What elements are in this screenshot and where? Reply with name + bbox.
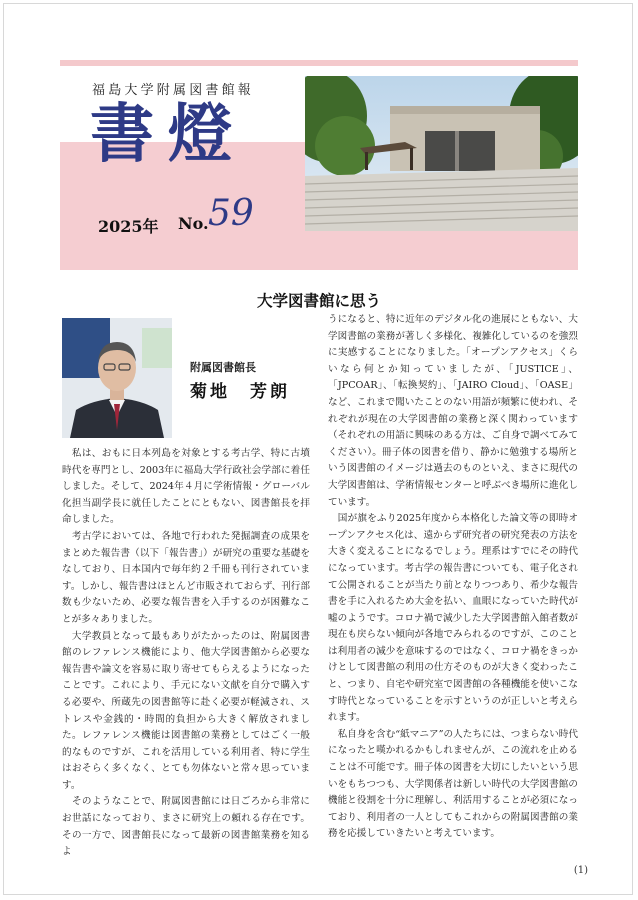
paragraph: うになると、特に近年のデジタル化の進展にともない、大学図書館の業務が著しく多様化、複雑化しているのを強烈に実感することになりました。「オープンアクセス」くらいなら何とか知っていましたが、「JUSTICE」、「JPCOAR」、「転換契約」、「JAIRO Cloud」、「OASE」など、これまで聞いたことのない用語が頻繁に使われ、それぞれが現在の大学図書館の業務と深く関わっています（それぞれの用語に興味のある方は、ご自身で調べてみてください）。冊子体の図書を借り、静かに勉強する場所という図書館のイメージは過去のものといえ、まさに現代の大学図書館は、学術情報センターと呼ぶべき場所に進化しています。 bbox=[328, 314, 579, 508]
page-number: (1) bbox=[573, 865, 588, 876]
paragraph: 国が旗をふり2025年度から本格化した論文等の即時オープンアクセス化は、遠からず研究者の研究発表の方法を大きく変えることになるでしょう。理系はすでにその時代になっています。考古学の報告書についても、電子化されて公開されることが当たり前となりつつあり、希少な報告書を手に入れるため大金を払い、血眼になっていた時代が嘘のようです。コロナ禍で減少した大学図書館入館者数が現在も戻らない傾向が各地でみられるのですが、このことは利用者の減少を意味するのではなく、コロナ禍をきっかけとして図書館の利用の仕方そのものが大きく変わったこと、つまり、自宅や研究室で図書館の各種機能を使いこなす時代となっていることを示すというのが正しいと考えられます。 bbox=[328, 513, 578, 724]
newsletter-subtitle: 福島大学附属図書館報 bbox=[92, 83, 255, 98]
paragraph: 私は、おもに日本列島を対象とする考古学、特に古墳時代を専門とし、2003年に福島大学行政社会学部に着任しました。そして、2024年４月に学術情報・グローバル化担当副学長に就任したことにともない、図書館長を拝命しました。 bbox=[62, 448, 310, 526]
library-building-photo bbox=[305, 76, 578, 231]
author-role: 附属図書館長 bbox=[190, 361, 256, 374]
issue-label: No. bbox=[178, 214, 209, 233]
author-name: 菊地 芳朗 bbox=[190, 382, 290, 402]
issue-year: 2025年 bbox=[98, 217, 159, 236]
article-title: 大学図書館に思う bbox=[256, 291, 381, 310]
paragraph: そのようなことで、附属図書館には日ごろから非常にお世話になっており、まさに研究上の頼れる存在です。その一方で、図書館長になって最新の図書館業務を知るよ bbox=[62, 796, 310, 858]
paragraph: 考古学においては、各地で行われた発掘調査の成果をまとめた報告書（以下「報告書」）が研究の重要な基礎をなしており、日本国内で毎年約２千冊も刊行されています。しかし、報告書はほとんど市販されておらず、刊行部数も少ないため、必要な報告書を入手するのが困難なことが多々ありました。 bbox=[62, 530, 310, 625]
author-portrait bbox=[62, 318, 172, 438]
article-body-right-column bbox=[328, 312, 578, 843]
newsletter-title: 書燈 bbox=[90, 97, 246, 172]
article-body-left-column bbox=[62, 446, 310, 861]
issue-number: 59 bbox=[208, 193, 254, 234]
paragraph: 私自身を含む“紙マニア”の人たちには、つまらない時代になったと嘆かれるかもしれませんが、この流れを止めることは不可能です。冊子体の図書を大切にしたいという思いをもちつつも、大学関係者は新しい時代の大学図書館の機能と役割を十分に理解し、利活用することが必須になっており、利用者の一人としてもこれからの附属図書館の業務を応援していきたいと考えています。 bbox=[328, 728, 578, 840]
paragraph: 大学教員となって最もありがたかったのは、附属図書館のレファレンス機能により、他大学図書館から必要な報告書や論文を容易に取り寄せてもらえるようになったことです。これにより、手元にない文献を自分で購入する必要や、所蔵先の図書館等に赴く必要が軽減され、ストレスや金銭的・時間的負担から大きく解放されました。レファレンス機能は図書館の業務としてはごく一般的なものですが、これを活用している利用者、特に学生はおそらく多くなく、とても勿体ないと常々思っています。 bbox=[62, 630, 310, 791]
header-accent-bar bbox=[60, 60, 578, 66]
